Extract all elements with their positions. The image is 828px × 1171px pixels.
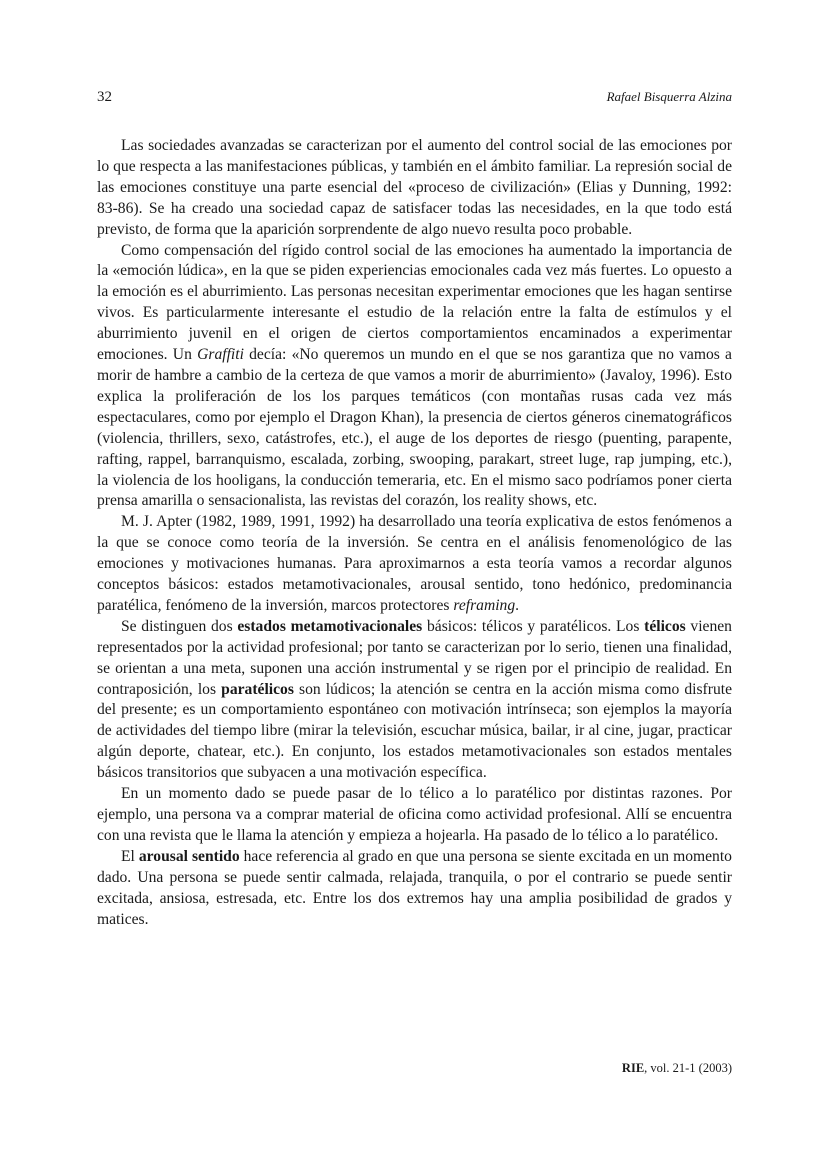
text-run: decía: «No queremos un mundo en el que se nos garantiza que no vamos a morir de hambre a cambio de la certeza de que vamos a morir de aburrimiento» (Javaloy, 1996). Esto explica la proliferación de los los parques temáticos (con montañas rusas cada vez más espectaculares, como por ejemplo el Dragon Khan), la presencia de ciertos géneros cinematográficos (violencia, thrillers, sexo, catástrofes, etc.), el auge de los deportes de riesgo (puenting, parapente, rafting, rappel, barranquismo, escalada, zorbing, swooping, parakart, street luge, rap jumping, etc.), la violencia de los hooligans, la conducción temeraria, etc. En el mismo saco podríamos poner cierta prensa amarilla o sensacionalista, las revistas del corazón, los reality shows, etc.	[97, 346, 732, 510]
paragraph	[97, 512, 732, 617]
text-run: .	[515, 596, 520, 614]
text-run: Las sociedades avanzadas se caracterizan por el aumento del control social de las emociones por lo que respecta a las manifestaciones públicas, y también en el ámbito familiar. La represión social de las emociones constituye una parte esencial del «proceso de civilización» (Elias y Dunning, 1992: 83-86). Se ha creado una sociedad capaz de satisfacer todas las necesidades, en la que todo está previsto, de forma que la aparición sorprendente de algo nuevo resulta poco probable.	[97, 137, 732, 238]
text-run: El	[121, 847, 139, 865]
page-number: 32	[97, 89, 112, 105]
paragraph	[97, 847, 732, 931]
journal-volume: , vol. 21-1 (2003)	[644, 1061, 732, 1075]
italic-term: Graffiti	[197, 346, 244, 364]
text-run: hace referencia al grado en que una persona se siente excitada en un momento dado. Una persona se puede sentir calmada, relajada, tranquila, o por el contrario se puede sentir excitada, ansiosa, estresada, etc. Entre los dos extremos hay una amplia posibilidad de grados y matices.	[97, 847, 732, 928]
text-run: En un momento dado se puede pasar de lo télico a lo paratélico por distintas razones. Por ejemplo, una persona va a comprar material de oficina como actividad profesional. Allí se encuentra con una revista que le llama la atención y empieza a hojearla. Ha pasado de lo télico a lo paratélico.	[97, 785, 732, 844]
body-text	[97, 136, 732, 930]
running-header	[97, 89, 732, 111]
text-run: Como compensación del rígido control social de las emociones ha aumentado la importancia de la «emoción lúdica», en la que se piden experiencias emocionales cada vez más fuertes. Lo opuesto a la emoción es el aburrimiento. Las personas necesitan experimentar emociones que les hagan sentirse vivos. Es particularmente interesante el estudio de la relación entre la falta de estímulos y el aburrimiento juvenil en el origen de ciertos comportamientos encaminados a experimentar emociones. Un	[97, 241, 732, 364]
paragraph	[97, 617, 732, 784]
text-run: son lúdicos; la atención se centra en la acción misma como disfrute del presente; es un comportamiento espontáneo con motivación intrínseca; son ejemplos la mayoría de actividades del tiempo libre (mirar la televisión, escuchar música, bailar, ir al cine, jugar, practicar algún deporte, chatear, etc.). En conjunto, los estados metamotivacionales son estados mentales básicos transitorios que subyacen a una motivación específica.	[97, 680, 732, 782]
running-author: Rafael Bisquerra Alzina	[606, 89, 732, 104]
paragraph	[97, 136, 732, 241]
text-run: Se distinguen dos	[121, 617, 238, 635]
text-run: vienen representados por la actividad profesional; por tanto se caracterizan por lo serio, tienen una finalidad, se orientan a una meta, suponen una acción instrumental y se rigen por el principio de realidad. En contraposición, los	[97, 617, 732, 698]
paragraph	[97, 784, 732, 847]
text-run: M. J. Apter (1982, 1989, 1991, 1992) ha desarrollado una teoría explicativa de estos fenómenos a la que se conoce como teoría de la inversión. Se centra en el análisis fenomenológico de las emociones y motivaciones humanas. Para aproximarnos a esta teoría vamos a recordar algunos conceptos básicos: estados metamotivacionales, arousal sentido, tono hedónico, predominancia paratélica, fenómeno de la inversión, marcos protectores	[97, 513, 732, 614]
bold-term: paratélicos	[221, 680, 294, 698]
italic-term: reframing	[453, 596, 516, 614]
journal-name: RIE	[621, 1061, 645, 1075]
bold-term: arousal sentido	[138, 847, 240, 865]
bold-term: télicos	[644, 617, 686, 635]
bold-term: estados metamotivacionales	[237, 617, 423, 635]
journal-citation	[622, 1061, 732, 1076]
text-run: básicos: télicos y paratélicos. Los	[422, 617, 645, 635]
paragraph	[97, 241, 732, 513]
